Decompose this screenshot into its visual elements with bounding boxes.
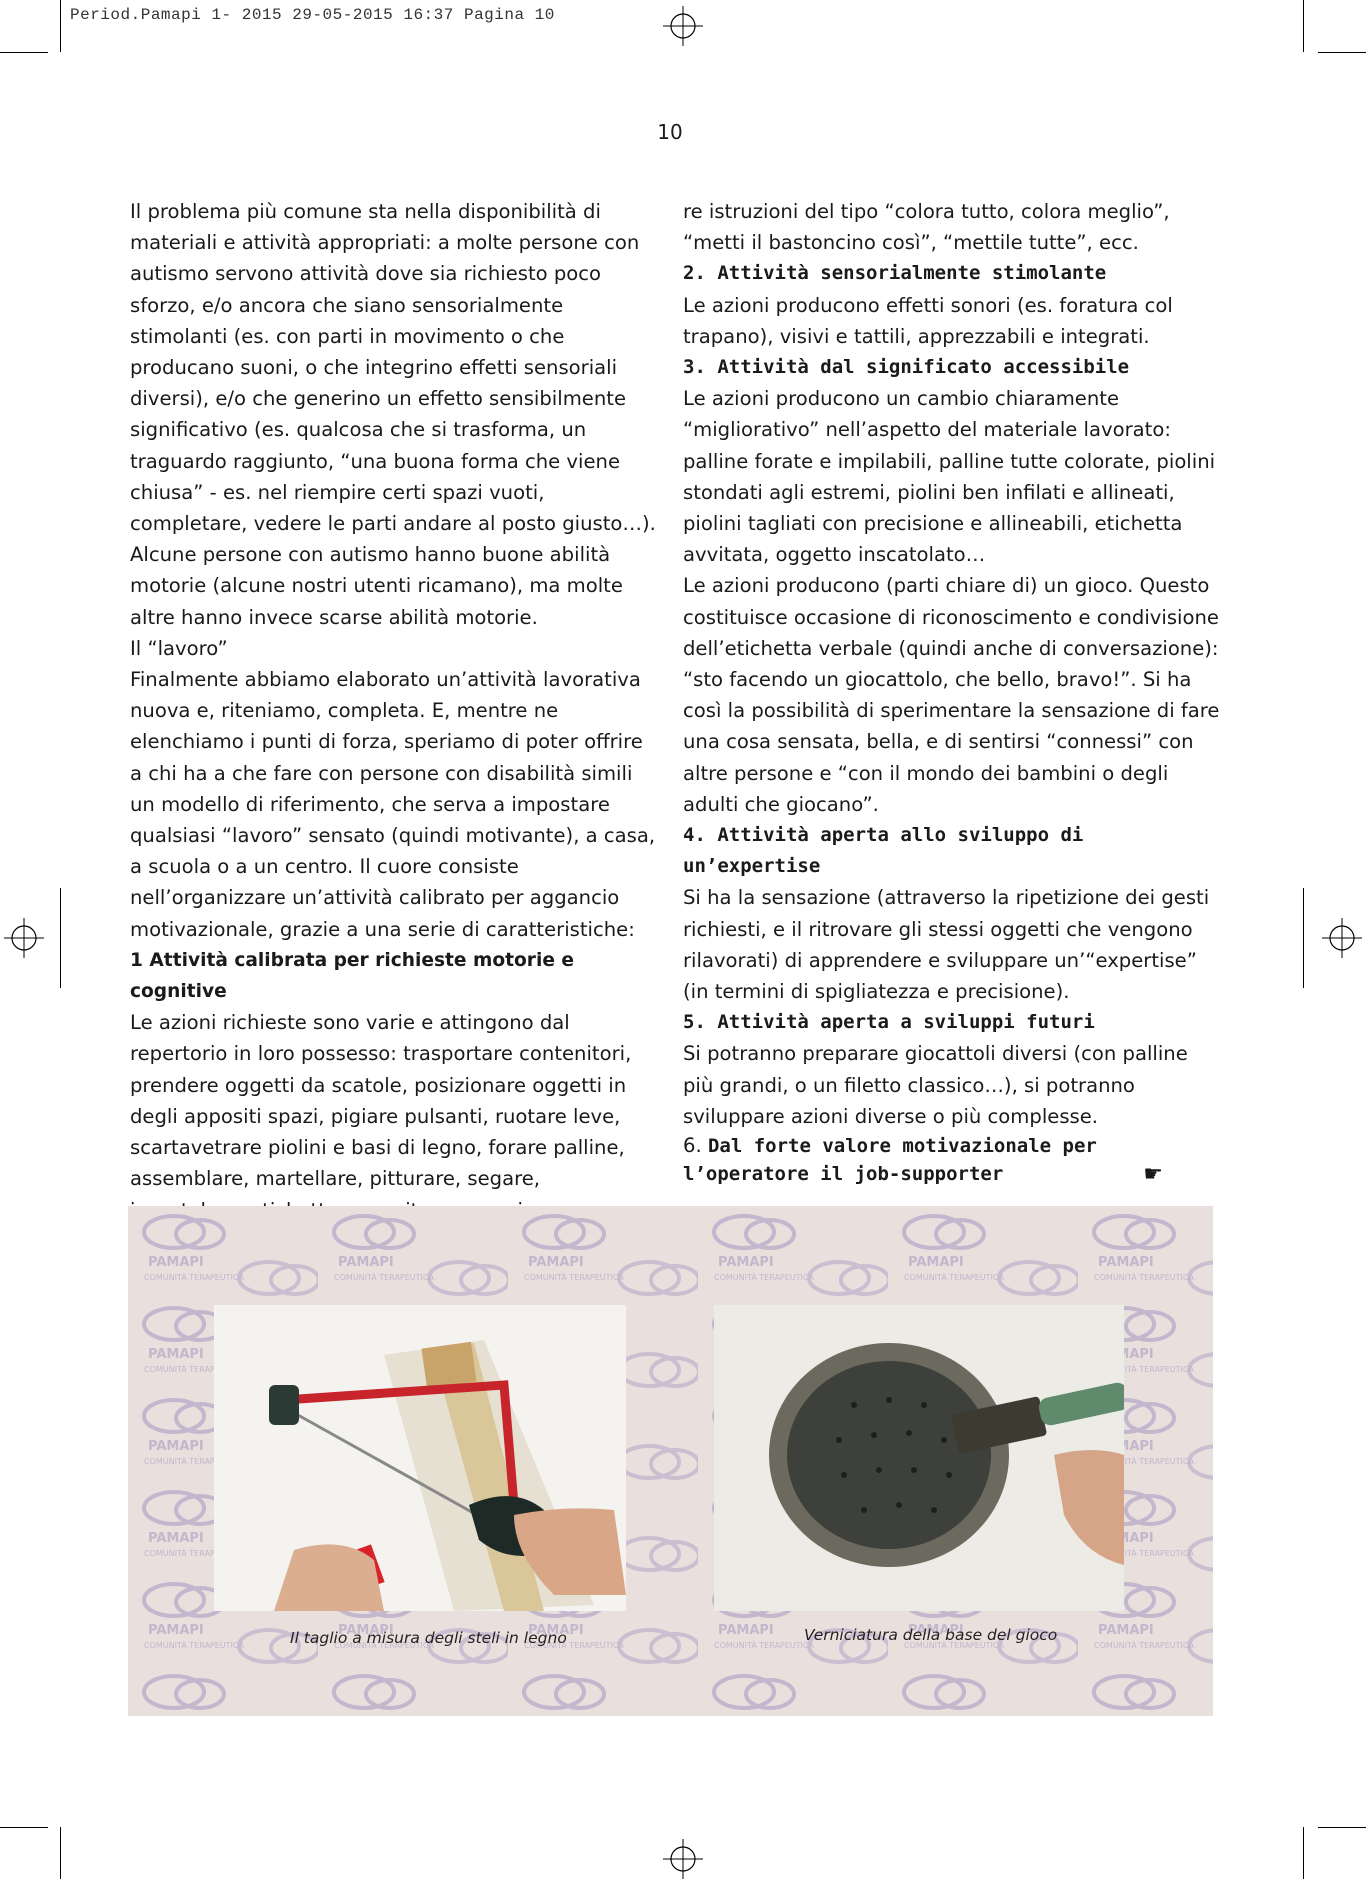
crop-mark bbox=[60, 1827, 61, 1879]
photo-caption: Verniciatura della base del gioco bbox=[804, 1626, 1058, 1644]
registration-mark-icon bbox=[663, 6, 703, 46]
list-number: 6. bbox=[683, 1134, 702, 1158]
registration-mark-icon bbox=[4, 918, 44, 958]
paragraph: Si ha la sensazione (attraverso la ripetizione dei gesti richiesti, e il ritrovare gli stessi oggetti che vengono rilavorati) di apprendere e sviluppare un’“expertise” (in termini di spigliatezza e precisione). bbox=[683, 886, 1210, 1004]
print-slug: Period.Pamapi 1- 2015 29-05-2015 16:37 Pagina 10 bbox=[70, 6, 555, 24]
paragraph: Le azioni producono (parti chiare di) un gioco. Questo costituisce occasione di riconoscimento e condivisione dell’etichetta verbale (quindi anche di conversazione): “sto facendo un giocattolo, che bello, bravo!”. Si ha così la possibilità di sperimentare la sensazione di fare una cosa sensata, bella, e di sentirsi “connessi” con altre persone e “con il mondo dei bambini o degli adulti che giocano”. bbox=[683, 574, 1220, 816]
paragraph: Il problema più comune sta nella disponibilità di materiali e attività appropriati: a molte persone con autismo servono attività dove sia richiesto poco sforzo, e/o ancora che siano sensorialmente stimolanti (es. con parti in movimento o che producano suoni, o che integrino effetti sensoriali diversi), e/o che generino un effetto sensibilmente significativo (es. qualcosa che si trasforma, un traguardo raggiunto, “una buona forma che viene chiusa” - es. nel riempire certi spazi vuoti, completare, vedere le parti andare al posto giusto…). Alcune persone con autismo hanno buone abilità motorie (alcune nostri utenti ricamano), ma molte altre hanno invece scarse abilità motorie. bbox=[130, 200, 656, 629]
pointing-hand-icon: ☛ bbox=[1143, 1162, 1163, 1188]
painted-disk-illustration bbox=[714, 1305, 1124, 1611]
list-heading: 1 Attività calibrata per richieste motorie e cognitive bbox=[130, 949, 575, 1003]
photo-sawing bbox=[214, 1305, 626, 1611]
crop-mark bbox=[0, 1827, 48, 1828]
list-heading: 4. Attività aperta allo sviluppo di un’expertise bbox=[683, 824, 1084, 878]
paragraph: Si potranno preparare giocattoli diversi (con palline più grandi, o un filetto classico…), si potranno sviluppare azioni diverse o più complesse. bbox=[683, 1042, 1188, 1128]
crop-mark bbox=[1318, 52, 1366, 53]
crop-mark bbox=[60, 0, 61, 52]
list-heading: 2. Attività sensorialmente stimolante bbox=[683, 262, 1107, 285]
crop-mark bbox=[0, 52, 48, 53]
list-heading: 3. Attività dal significato accessibile bbox=[683, 356, 1130, 379]
list-heading: 5. Attività aperta a sviluppi futuri bbox=[683, 1011, 1095, 1034]
crop-mark bbox=[1303, 0, 1304, 52]
hacksaw-illustration bbox=[214, 1305, 626, 1611]
list-heading bbox=[683, 1132, 1223, 1188]
left-text-column bbox=[130, 196, 660, 1226]
crop-mark bbox=[1318, 1827, 1366, 1828]
photo-painting bbox=[714, 1305, 1124, 1611]
photo-caption: Il taglio a misura degli steli in legno bbox=[290, 1629, 567, 1647]
paragraph: Le azioni richieste sono varie e attingono dal repertorio in loro possesso: trasportare contenitori, prendere oggetti da scatole, posizionare oggetti in degli appositi spazi, pigiare pulsanti, ruotare leve, scartavetrare piolini e basi di legno, forare palline, assemblare, martellare, pitturare, segare, bbox=[130, 1011, 632, 1191]
list-heading-text: Dal forte valore motivazionale per l’operatore il job-supporter bbox=[683, 1135, 1097, 1186]
paragraph: re istruzioni del tipo “colora tutto, colora meglio”, “metti il bastoncino così”, “mettile tutte”, ecc. bbox=[683, 200, 1170, 255]
subheading: Il “lavoro” bbox=[130, 636, 228, 660]
page-number: 10 bbox=[657, 120, 683, 144]
registration-mark-icon bbox=[663, 1839, 703, 1879]
crop-mark bbox=[1303, 1827, 1304, 1879]
paragraph: Le azioni producono effetti sonori (es. foratura col trapano), visivi e tattili, apprezzabili e integrati. bbox=[683, 293, 1173, 348]
right-text-column bbox=[683, 196, 1223, 1188]
paragraph: Finalmente abbiamo elaborato un’attività lavorativa nuova e, riteniamo, completa. E, mentre ne elenchiamo i punti di forza, speriamo di poter offrire a chi ha a che fare con persone con disabilità simili un modello di riferimento, che serva a impostare qualsiasi “lavoro” sensato (quindi motivante), a casa, a scuola o a un centro. Il cuore consiste nell’organizzare un’attività calibrato per aggancio motivazionale, grazie a una serie di caratteristiche: bbox=[130, 668, 656, 941]
photo-panel bbox=[128, 1206, 1213, 1716]
crop-mark bbox=[1303, 888, 1304, 988]
registration-mark-icon bbox=[1322, 918, 1362, 958]
crop-mark bbox=[60, 888, 61, 988]
paragraph: Le azioni producono un cambio chiaramente “migliorativo” nell’aspetto del materiale lavorato: palline forate e impilabili, palline tutte colorate, piolini stondati agli estremi, piolini ben infilati e allineati, piolini tagliati con precisione e allineabili, etichetta avvitata, oggetto inscatolato… bbox=[683, 387, 1216, 567]
